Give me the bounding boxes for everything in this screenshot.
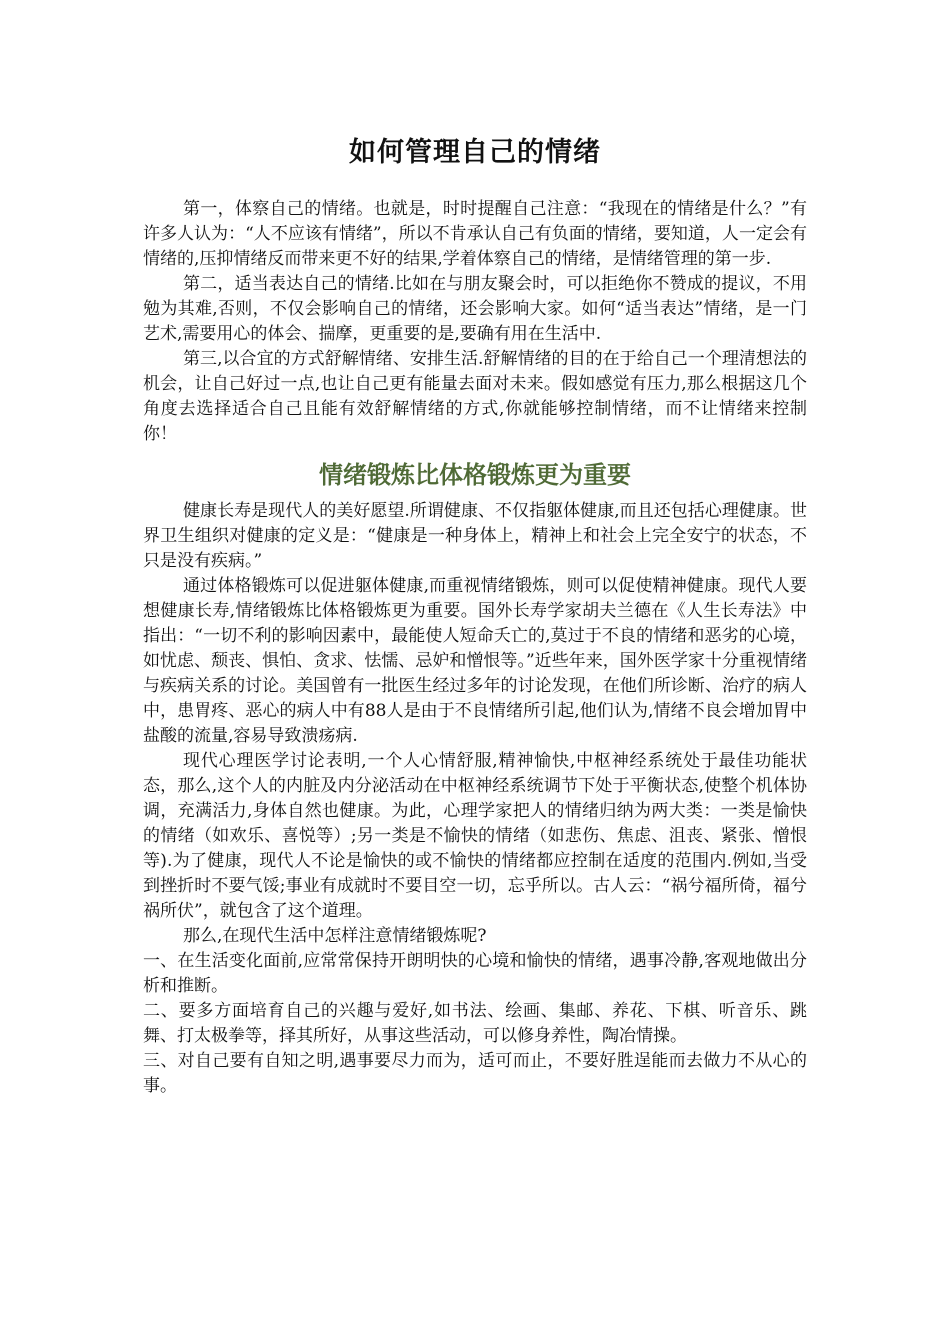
section-title: 情绪锻炼比体格锻炼更为重要 xyxy=(319,461,631,489)
document-title: 如何管理自己的情绪 xyxy=(349,137,601,168)
paragraph-express-emotions: 第二，适当表达自己的情绪.比如在与朋友聚会时，可以拒绝你不赞成的提议，不用勉为其难,否则，不仅会影响自己的情绪，还会影响大家。如何“适当表达”情绪，是一门艺术,需要用心的体会、揣摩，更重要的是,要确有用在生活中. xyxy=(143,274,807,344)
list-item: 二、要多方面培育自己的兴趣与爱好,如书法、绘画、集邮、养花、下棋、听音乐、跳舞、打太极拳等，择其所好，从事这些活动，可以修身养性，陶冶情操。 xyxy=(143,1001,807,1046)
paragraph-question: 那么,在现代生活中怎样注意情绪锻炼呢? xyxy=(183,926,487,946)
paragraph-health-definition: 健康长寿是现代人的美好愿望.所谓健康、不仅指躯体健康,而且还包括心理健康。世界卫生组织对健康的定义是：“健康是一种身体上，精神上和社会上完全安宁的状态，不只是没有疾病。” xyxy=(143,501,807,571)
list-item: 三、对自己要有自知之明,遇事要尽力而为，适可而止，不要好胜逞能而去做力不从心的事。 xyxy=(143,1051,807,1096)
paragraph-psychology-research: 现代心理医学讨论表明,一个人心情舒服,精神愉快,中枢神经系统处于最佳功能状态，那么,这个人的内脏及内分泌活动在中枢神经系统调节下处于平衡状态,使整个机体协调，充满活力,身体自然也健康。为此，心理学家把人的情绪归纳为两大类：一类是愉快的情绪（如欢乐、喜悦等）;另一类是不愉快的情绪（如悲伤、焦虑、沮丧、紧张、憎恨等).为了健康，现代人不论是愉快的或不愉快的情绪都应控制在适度的范围内.例如,当受到挫折时不要气馁;事业有成就时不要目空一切，忘乎所以。古人云：“祸兮福所倚，福兮祸所伏”，就包含了这个道理。 xyxy=(143,751,807,921)
paragraph-observe-emotions: 第一，体察自己的情绪。也就是，时时提醒自己注意：“我现在的情绪是什么？”有许多人认为：“人不应该有情绪”，所以不肯承认自己有负面的情绪，要知道，人一定会有情绪的,压抑情绪反而带来更不好的结果,学着体察自己的情绪，是情绪管理的第一步. xyxy=(143,199,807,269)
paragraph-emotion-exercise: 通过体格锻炼可以促进躯体健康,而重视情绪锻炼，则可以促使精神健康。现代人要想健康长寿,情绪锻炼比体格锻炼更为重要。国外长寿学家胡夫兰德在《人生长寿法》中指出：“一切不利的影响因素中，最能使人短命夭亡的,莫过于不良的情绪和恶劣的心境，如忧虑、颓丧、惧怕、贪求、怯懦、忌妒和憎恨等。”近些年来，国外医学家十分重视情绪与疾病关系的讨论。美国曾有一批医生经过多年的讨论发现，在他们所诊断、治疗的病人中，患胃疼、恶心的病人中有88人是由于不良情绪所引起,他们认为,情绪不良会增加胃中盐酸的流量,容易导致溃疡病. xyxy=(143,576,807,746)
list-item: 一、在生活变化面前,应常常保持开朗明快的心境和愉快的情绪，遇事冷静,客观地做出分析和推断。 xyxy=(143,951,807,996)
paragraph-relieve-emotions: 第三,以合宜的方式舒解情绪、安排生活.舒解情绪的目的在于给自己一个理清想法的机会，让自己好过一点,也让自己更有能量去面对未来。假如感觉有压力,那么根据这几个角度去选择适合自己且能有效舒解情绪的方式,你就能够控制情绪，而不让情绪来控制你！ xyxy=(143,349,807,444)
document-body xyxy=(143,133,807,1099)
